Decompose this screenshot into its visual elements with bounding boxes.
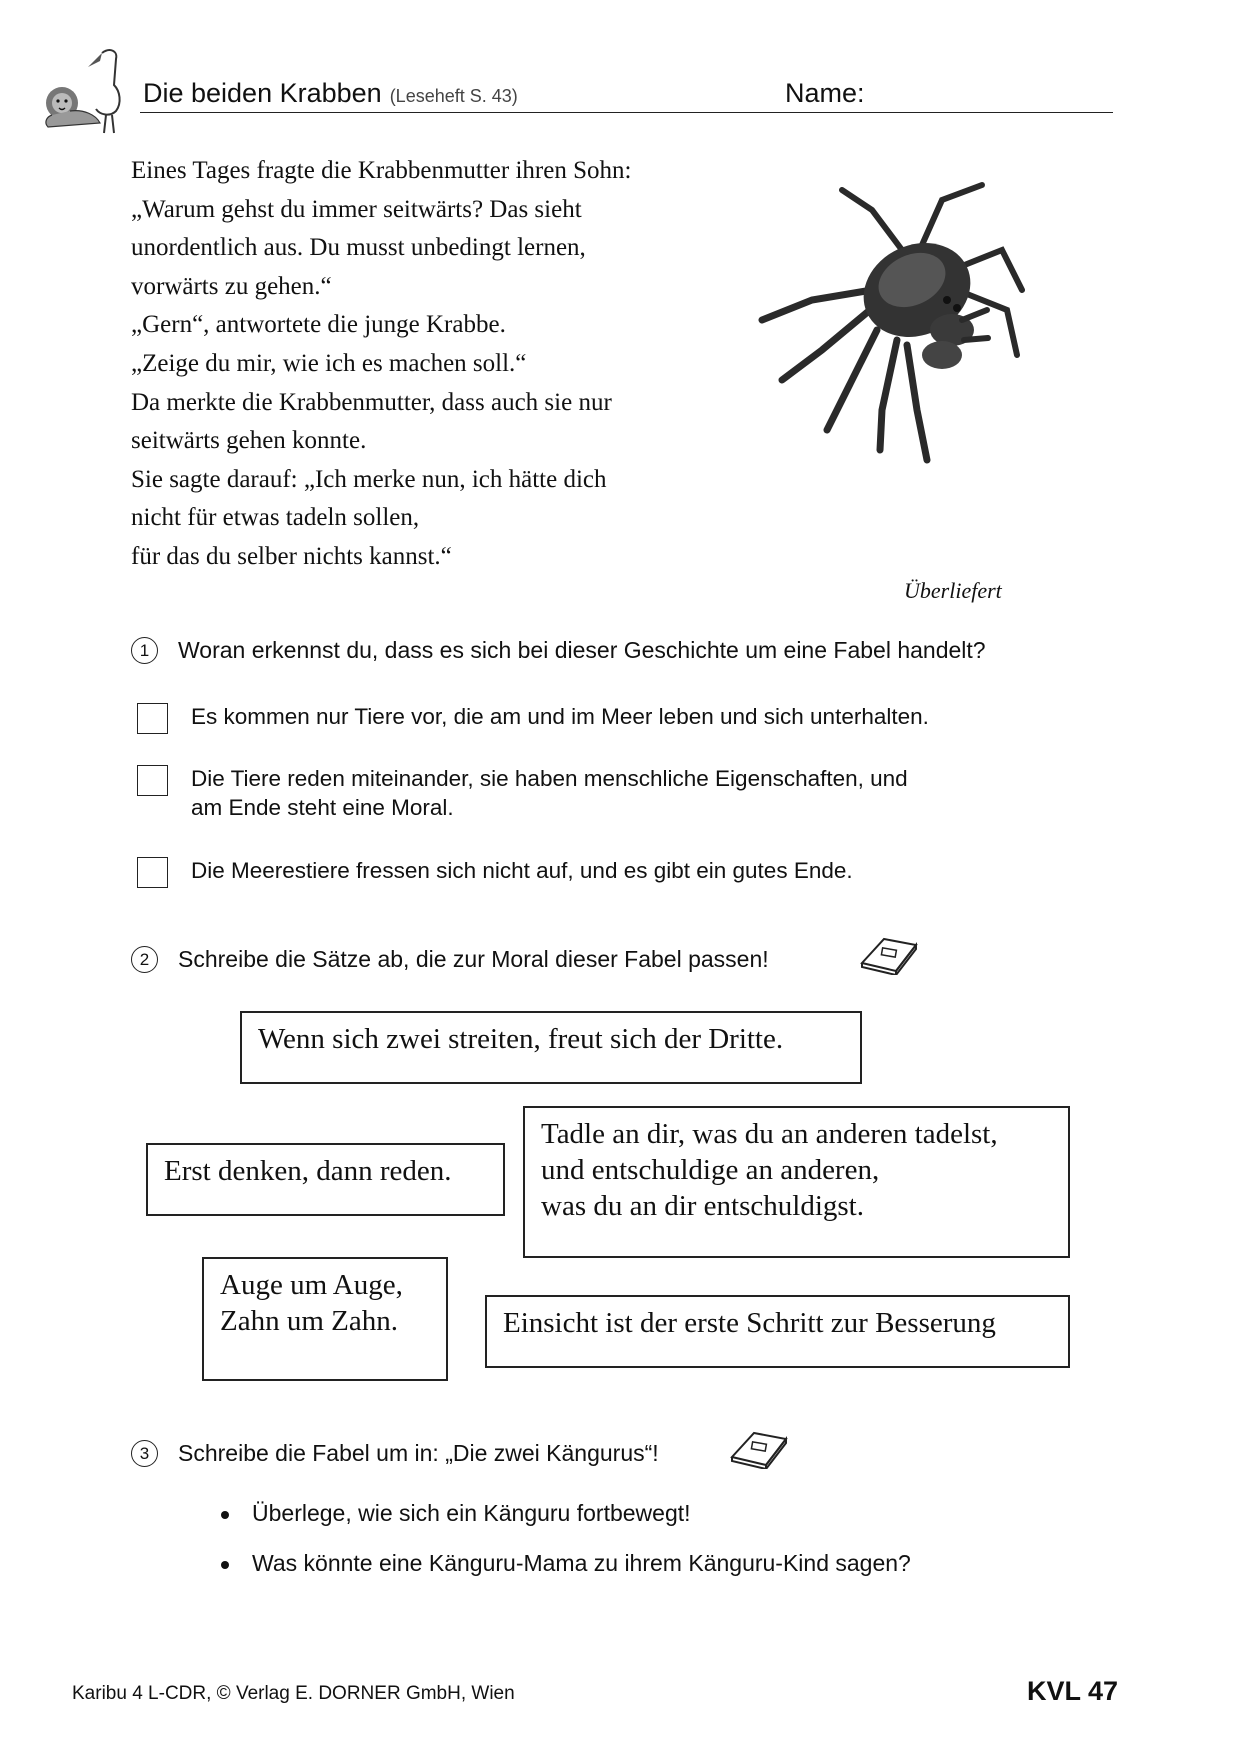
- option-line: am Ende steht eine Moral.: [191, 795, 454, 820]
- bullet-dot: [221, 1561, 229, 1569]
- title-text: Die beiden Krabben: [143, 78, 382, 108]
- story-line: nicht für etwas tadeln sollen,: [131, 504, 420, 532]
- story-line: „Gern“, antwortete die junge Krabbe.: [131, 311, 506, 339]
- task1-question: Woran erkennst du, dass es sich bei dieser Geschichte um eine Fabel handelt?: [178, 637, 986, 663]
- option-line: Die Tiere reden miteinander, sie haben menschliche Eigenschaften, und: [191, 766, 908, 791]
- notebook-icon: [728, 1429, 790, 1469]
- moral-line: Wenn sich zwei streiten, freut sich der Dritte.: [258, 1023, 784, 1055]
- moral-line: Erst denken, dann reden.: [164, 1155, 452, 1187]
- story-line: unordentlich aus. Du musst unbedingt lernen,: [131, 234, 586, 262]
- moral-line: Einsicht ist der erste Schritt zur Besserung: [503, 1307, 996, 1339]
- task2-instruction: Schreibe die Sätze ab, die zur Moral dieser Fabel passen!: [178, 946, 769, 972]
- source-attribution: Überliefert: [904, 578, 1002, 603]
- story-line: seitwärts gehen konnte.: [131, 427, 367, 455]
- option-text-1: [191, 702, 929, 731]
- footer-copyright: Karibu 4 L-CDR, © Verlag E. DORNER GmbH, Wien: [72, 1683, 515, 1704]
- moral-line: Auge um Auge,: [220, 1269, 403, 1301]
- fable-text: [131, 152, 751, 577]
- moral-line: und entschuldige an anderen,: [541, 1154, 880, 1186]
- bullet-dot: [221, 1511, 229, 1519]
- name-label: Name:: [785, 78, 865, 108]
- story-line: „Zeige du mir, wie ich es machen soll.“: [131, 349, 527, 377]
- task-number-2: 2: [131, 946, 158, 973]
- option-checkbox-3[interactable]: [137, 857, 168, 888]
- moral-box-2: [146, 1143, 505, 1216]
- notebook-icon: [858, 935, 920, 975]
- moral-box-3: [523, 1106, 1070, 1258]
- story-line: für das du selber nichts kannst.“: [131, 542, 452, 570]
- task-number-1: 1: [131, 637, 158, 664]
- option-checkbox-2[interactable]: [137, 765, 168, 796]
- story-line: Eines Tages fragte die Krabbenmutter ihren Sohn:: [131, 157, 632, 184]
- bullet-item-1: Überlege, wie sich ein Känguru fortbewegt!: [252, 1500, 691, 1526]
- moral-line: Zahn um Zahn.: [220, 1305, 398, 1337]
- option-line: Es kommen nur Tiere vor, die am und im Meer leben und sich unterhalten.: [191, 704, 929, 729]
- moral-line: was du an dir entschuldigst.: [541, 1190, 864, 1222]
- task-number-3: 3: [131, 1440, 158, 1467]
- task3-instruction: Schreibe die Fabel um in: „Die zwei Kängurus“!: [178, 1440, 659, 1466]
- option-line: Die Meerestiere fressen sich nicht auf, und es gibt ein gutes Ende.: [191, 858, 853, 883]
- header-rule: [140, 112, 1113, 113]
- bullet-item-2: Was könnte eine Känguru-Mama zu ihrem Känguru-Kind sagen?: [252, 1550, 911, 1576]
- moral-box-4: [202, 1257, 448, 1381]
- title-reference: (Leseheft S. 43): [389, 86, 518, 106]
- option-text-3: [191, 856, 853, 885]
- crab-photo: [752, 180, 1042, 470]
- lion-pelican-logo: [40, 45, 140, 140]
- moral-box-5: [485, 1295, 1070, 1368]
- moral-box-1: [240, 1011, 862, 1084]
- story-line: Sie sagte darauf: „Ich merke nun, ich hätte dich: [131, 465, 607, 493]
- page-code: KVL 47: [1027, 1676, 1119, 1706]
- story-line: Da merkte die Krabbenmutter, dass auch sie nur: [131, 388, 612, 416]
- story-line: vorwärts zu gehen.“: [131, 272, 332, 300]
- worksheet-title: [143, 78, 518, 109]
- option-text-2: [191, 764, 908, 822]
- story-line: „Warum gehst du immer seitwärts? Das sieht: [131, 195, 582, 223]
- moral-line: Tadle an dir, was du an anderen tadelst,: [541, 1118, 998, 1150]
- option-checkbox-1[interactable]: [137, 703, 168, 734]
